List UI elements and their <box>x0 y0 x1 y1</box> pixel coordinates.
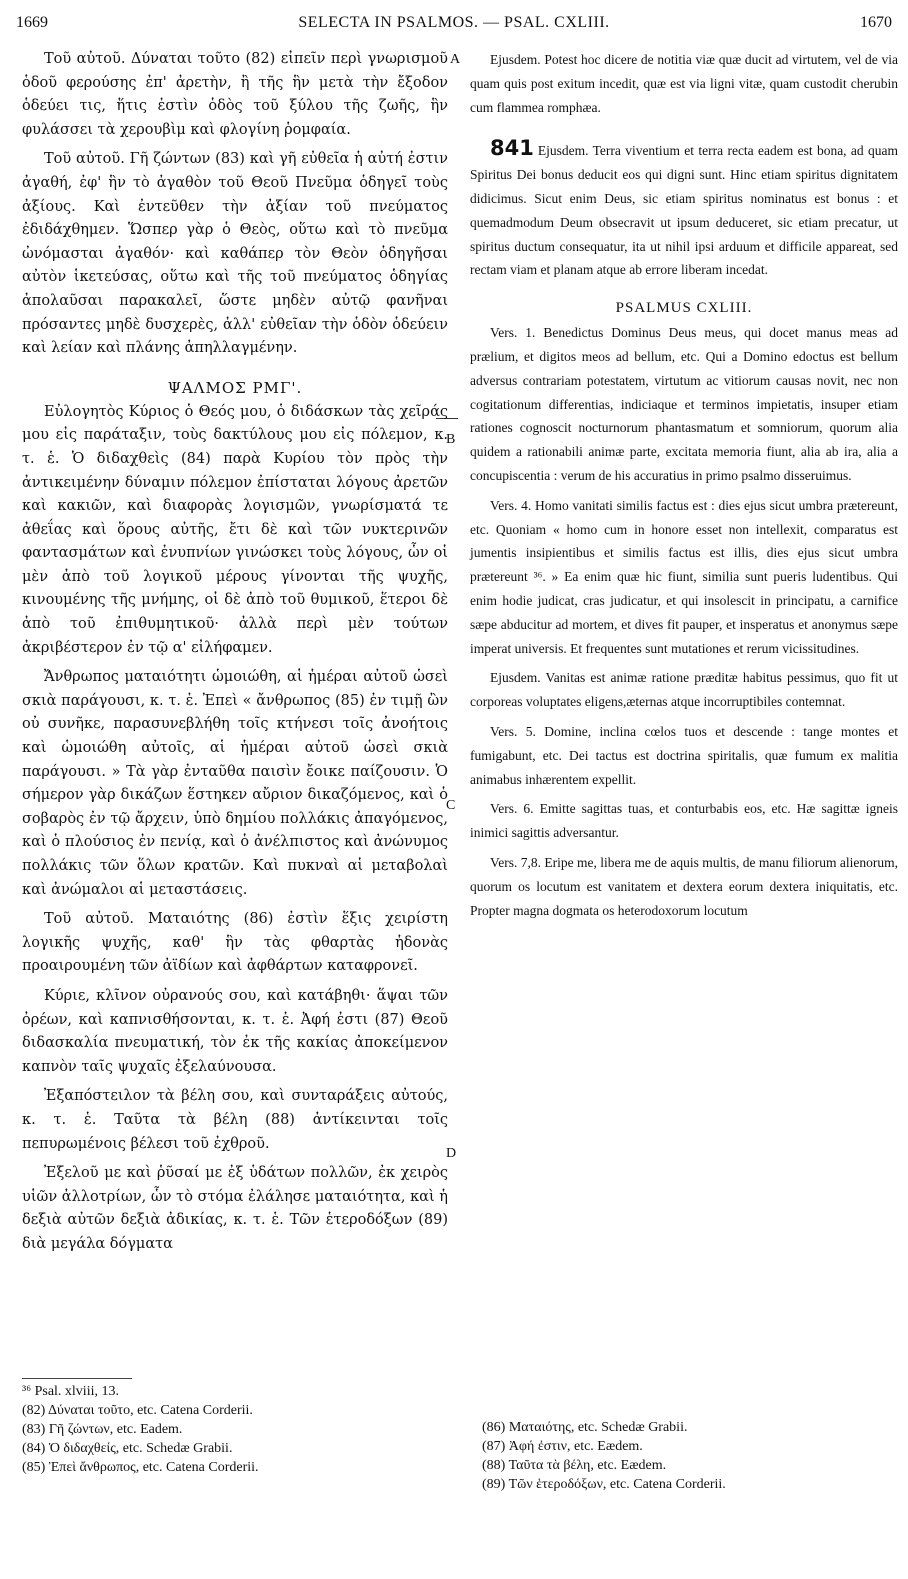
latin-psalm-title: PSALMUS CXLIII. <box>615 300 753 317</box>
footnote-rule <box>22 1378 132 1379</box>
footnote: (84) Ὁ διδαχθείς, etc. Schedæ Grabii. <box>22 1441 233 1456</box>
latin-paragraph-text: Ejusdem. Terra viventium et terra recta eadem est bona, ad quam Spiritus Dei bonus deducit eos qui digni sunt. Hinc etiam spiritus dignitatem didicimus. Sicut enim Deus, sic etiam spiritus nominatus est bonus : et quemadmodum Deum obsecravit ut ipsum deduceret, sic etiam precatur, ut spiritus ductum consequatur, ita ut nihil ipsi arduum et difficile appareat, sed rectam viam et planam atque ab errore liberam incedat. <box>470 143 898 278</box>
latin-paragraph: Ejusdem. Vanitas est animæ ratione præditæ habitus pessimus, quo fit ut corporeas voluptates eligens,æternas atque incorruptibiles contemnat. <box>470 670 898 710</box>
footnote: ³⁶ Psal. xlviii, 13. <box>22 1384 119 1399</box>
latin-paragraph: Vers. 5. Domine, inclina cœlos tuos et descende : tange montes et fumigabunt, etc. Dei tactus est doctrina spiritalis, quæ fumum ex malitia animabus inhærentem expellit. <box>470 723 898 787</box>
greek-paragraph: Ἐξαπόστειλον τὰ βέλη σου, καὶ συνταράξεις αὐτούς, κ. τ. ἑ. Ταῦτα τὰ βέλη (88) ἀντίκεινται τοῖς πεπυρωμένοις βέλεσι τοῦ ἐχθροῦ. <box>22 1088 448 1152</box>
greek-paragraph: Τοῦ αὐτοῦ. Δύναται τοῦτο (82) εἰπεῖν περὶ γνωρισμοῦ ὁδοῦ φερούσης ἐπ' ἀρετὴν, ἢ τῆς ἣν μετὰ τὴν ἔξοδον ὁδεύει τις, ἥτις ἐστὶν ὁδὸς τοῦ ξύλου τῆς ζωῆς, ἣν φυλάσσει τὰ χερουβὶμ καὶ φλογίνη ῥομφαία. <box>22 51 448 138</box>
running-header <box>0 14 908 42</box>
latin-paragraph: Vers. 6. Emitte sagittas tuas, et conturbabis eos, etc. Hæ sagittæ igneis inimici sagittis adversantur. <box>470 801 898 841</box>
greek-paragraph: Ἐξελοῦ με καὶ ῥῦσαί με ἐξ ὑδάτων πολλῶν, ἐκ χειρὸς υἱῶν ἀλλοτρίων, ὧν τὸ στόμα ἐλάλησε ματαιότητα, καὶ ἡ δεξιὰ αὐτῶν δεξιὰ ἀδικίας, κ. τ. ἑ. Τῶν ἑτεροδόξων (89) διὰ μεγάλα δόγματα <box>22 1165 448 1252</box>
greek-psalm-title: ΨΑΛΜΟΣ ΡΜΓ'. <box>167 378 303 397</box>
footnote: (82) Δύναται τοῦτο, etc. Catena Corderii. <box>22 1403 253 1418</box>
margin-letter-b: B <box>446 432 456 447</box>
greek-column <box>22 48 448 1263</box>
footnote: (86) Ματαιότης, etc. Schedæ Grabii. <box>482 1420 688 1435</box>
greek-paragraph: Εὐλογητὸς Κύριος ὁ Θεός μου, ὁ διδάσκων τὰς χεῖράς μου εἰς παράταξιν, τοὺς δακτύλους μου εἰς πόλεμον, κ. τ. ἑ. Ὁ διδαχθεὶς (84) παρὰ Κυρίου τὸν πρὸς τὴν ἀντικειμένην δύναμιν πόλεμον ἐπίσταται λόγους ἀρετῶν καὶ κακιῶν, καὶ διαφορὰς λογισμῶν, γνωρίσματά τε ἀθεΐας καὶ ὅρους αὐτῆς, ἔτι δὲ καὶ τῶν νυκτερινῶν φαντασμάτων καὶ ἐνυπνίων γινώσκει τοὺς λόγους, ὧν οἱ μὲν ἀπὸ τοῦ λογικοῦ μέρους γίνονται τῆς ψυχῆς, κινουμένης τῆς μνήμης, οἱ δὲ ἀπὸ τοῦ θυμικοῦ, ἕτεροι δὲ ἀπὸ τοῦ ἐπιθυμητικοῦ· ἀλλὰ περὶ μὲν τούτων ἀκριβέστερον ἐν τῷ α' εἰλήφαμεν. <box>22 403 448 656</box>
greek-paragraph: Τοῦ αὐτοῦ. Γῆ ζώντων (83) καὶ γῆ εὐθεῖα ἡ αὐτή ἐστιν ἀγαθή, ἐφ' ἣν τὸ ἀγαθὸν τοῦ Θεοῦ Πνεῦμα ὁδηγεῖ τοὺς ἀξίους. Καὶ ἐντεῦθεν τὴν ἀξίαν τοῦ πνεύματος ἐδιδάχθημεν. Ὥσπερ γὰρ ὁ Θεὸς, οὕτω καὶ τὸ πνεῦμα ὠνόμασται ἀγαθόν· καὶ καθάπερ τὸν Θεὸν ὁδηγῆσαι αὐτὸν ἱκετεύσας, οὕτω καὶ τῆς τοῦ πνεύματος ὁδηγίας ἀπολαῦσαι παρακαλεῖ, ὥστε μηδὲν αὐτῷ φανῆναι πρόσαντες μηδὲ δυσχερὲς, ἀλλ' εὐθεῖαν τὴν ὁδὸν ὁδεύειν καὶ λείαν καὶ πλάνης ἀπηλλαγμένην. <box>22 151 448 357</box>
greek-paragraph: Ἄνθρωπος ματαιότητι ὡμοιώθη, αἱ ἡμέραι αὐτοῦ ὡσεὶ σκιὰ παράγουσι, κ. τ. ἑ. Ἐπεὶ « ἄνθρωπος (85) ἐν τιμῇ ὢν οὐ συνῆκε, παρασυνεβλήθη τοῖς κτήνεσι τοῖς ἀνοήτοις καὶ ὡμοιώθη αὐτοῖς, αἱ ἡμέραι αὐτοῦ ὡσεὶ σκιὰ παράγουσι. » Τὰ γὰρ ἐνταῦθα παισὶν ἔοικε παίζουσιν. Ὁ σήμερον γὰρ δικάζων ἕστηκεν αὔριον δικαζόμενος, καὶ ὁ σοβαρὸς ἐν τῷ ἄρχειν, ὑπὸ δημίου πολλάκις ἀπαγόμενος, καὶ ὁ πλούσιος ἐν πενίᾳ, καὶ ὁ ἀνέλπιστος καὶ ἀνώνυμος πολλάκις τῶν ὅλων κρατῶν. Καὶ πυκναὶ αἱ μεταβολαὶ καὶ ἀνώμαλοι αἱ μεταστάσεις. <box>22 669 448 898</box>
page-number-right: 1670 <box>860 14 892 31</box>
footnote: (83) Γῆ ζώντων, etc. Eadem. <box>22 1422 183 1437</box>
footnote: (87) Ἀφή ἐστιν, etc. Eædem. <box>482 1439 643 1454</box>
latin-paragraph: Ejusdem. Potest hoc dicere de notitia viæ quæ ducit ad virtutem, vel de via quam quis post exitum incedit, quæ est via ligni vitæ, quam custodit cherubin cum flammea romphæa. <box>470 52 898 115</box>
running-title: SELECTA IN PSALMOS. — PSAL. CXLIII. <box>298 14 610 31</box>
margin-letter-a: A <box>450 52 461 67</box>
footnote: (88) Ταῦτα τὰ βέλη, etc. Eædem. <box>482 1458 667 1473</box>
footnotes-right <box>482 1418 882 1494</box>
greek-paragraph: Τοῦ αὐτοῦ. Ματαιότης (86) ἐστὶν ἕξις χειρίστη λογικῆς ψυχῆς, καθ' ἣν τὰς φθαρτὰς ἡδονὰς προαιρουμένη τῶν ἀϊδίων καὶ ἀφθάρτων καταφρονεῖ. <box>22 911 448 975</box>
margin-letter-c: C <box>446 798 456 813</box>
page-number-left: 1669 <box>16 14 48 31</box>
footnote: (85) Ἐπεὶ ἄνθρωπος, etc. Catena Corderii. <box>22 1460 259 1475</box>
latin-paragraph: Vers. 1. Benedictus Dominus Deus meus, qui docet manus meas ad prælium, et digitos meos ad bellum, etc. Qui a Domino edoctus est bellum adversus contrariam potestatem, virtutum ac vitiorum causas novit, nec non cogitationum differentias, indiciaque et terminos impietatis, insuper etiam rationes cognoscit nocturnorum phantasmatum et somniorum, quorum alia quidem a rationabili animæ parte, excitata memoria fiunt, alia ab ira, alia a concupiscentia : verum de his accuratius in primo psalmo disseruimus. <box>470 325 898 483</box>
margin-letter-d: D <box>446 1146 457 1161</box>
latin-paragraph: Vers. 7,8. Eripe me, libera me de aquis multis, de manu filiorum alienorum, quorum os locutum est vanitatem et dextera eorum dextera iniquitatis, etc. Propter magna dogmata os heterodoxorum locutum <box>470 854 898 918</box>
footnote: (89) Τῶν ἑτεροδόξων, etc. Catena Corderii. <box>482 1477 726 1492</box>
latin-column <box>470 48 898 928</box>
latin-paragraph: Vers. 4. Homo vanitati similis factus est : dies ejus sicut umbra prætereunt, etc. Quoniam « homo cum in honore esset non intellexit, comparatus est jumentis insipientibus et similis factus est illis, dies ejus sicut umbra prætereunt ³⁶. » Ea enim quæ hic fiunt, similia sunt pueris ludentibus. Qui enim hodie judicat, cras judicatur, et qui insolescit in principatu, a carnifice sæpe abducitur ad mortem, et dives fit pauper, et insperatus et anonymus sæpe imperat universis. Et frequentes sunt mutationes et rerum vicissitudines. <box>470 497 898 656</box>
greek-paragraph: Κύριε, κλῖνον οὐρανούς σου, καὶ κατάβηθι· ἅψαι τῶν ὀρέων, καὶ καπνισθήσονται, κ. τ. ἑ. Ἀφή ἐστι (87) Θεοῦ διδασκαλία πνευματική, τὸν ἐκ τῆς κακίας ἀποκείμενον καπνὸν ταῖς ψυχαῖς ἐξελαύνουσα. <box>22 987 448 1075</box>
latin-paragraph <box>470 137 898 282</box>
column-number: 841 <box>490 136 534 161</box>
footnotes-left <box>22 1382 448 1477</box>
